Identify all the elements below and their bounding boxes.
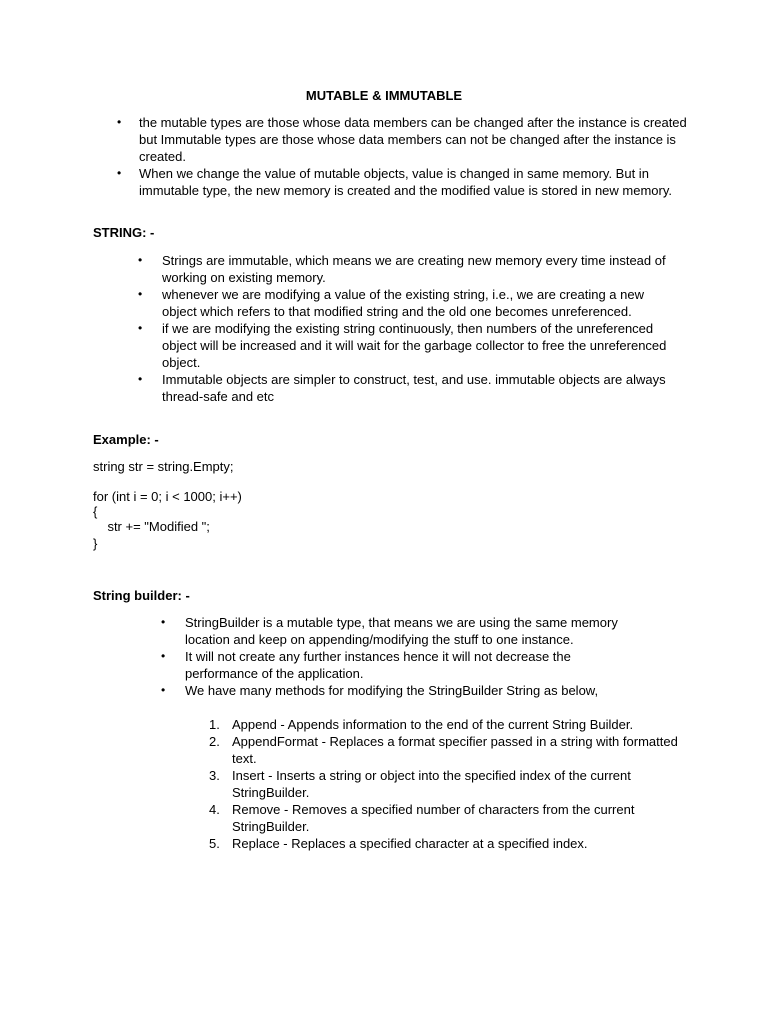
list-item <box>209 716 692 733</box>
list-item <box>209 835 692 852</box>
string-builder-heading: String builder: - <box>93 588 190 603</box>
list-number: 4. <box>209 802 220 817</box>
list-number: 1. <box>209 717 220 732</box>
list-item <box>209 801 692 835</box>
bullet-icon: • <box>117 115 122 129</box>
list-number: 5. <box>209 836 220 851</box>
list-item-text: StringBuilder is a mutable type, that means we are using the same memory location and keep on appending/modifying the stuff to one instance. <box>185 615 618 647</box>
list-item-text: Append - Appends information to the end of the current String Builder. <box>232 717 634 732</box>
bullet-icon: • <box>138 253 143 267</box>
code-line: for (int i = 0; i < 1000; i++) <box>93 489 242 504</box>
list-item-text: Insert - Inserts a string or object into the specified index of the current StringBuilder. <box>232 768 631 800</box>
list-item <box>117 114 699 165</box>
list-item <box>209 733 692 767</box>
list-item-text: It will not create any further instances hence it will not decrease the performance of the application. <box>185 649 571 681</box>
document-title: MUTABLE & IMMUTABLE <box>305 88 463 103</box>
list-item <box>209 767 692 801</box>
list-item-text: We have many methods for modifying the StringBuilder String as below, <box>185 683 599 698</box>
list-item <box>138 286 682 320</box>
string-heading: STRING: - <box>93 225 155 240</box>
list-item-text: Replace - Replaces a specified character at a specified index. <box>232 836 588 851</box>
list-item <box>161 682 645 699</box>
list-item-text: Remove - Removes a specified number of characters from the current StringBuilder. <box>232 802 635 834</box>
list-item-text: AppendFormat - Replaces a format specifier passed in a string with formatted text. <box>232 734 678 766</box>
bullet-icon: • <box>138 321 143 335</box>
code-line: string str = string.Empty; <box>93 459 234 474</box>
list-item-text: whenever we are modifying a value of the existing string, i.e., we are creating a new object which refers to that modified string and the old one becomes unreferenced. <box>162 287 644 319</box>
list-number: 3. <box>209 768 220 783</box>
bullet-icon: • <box>138 372 143 386</box>
list-number: 2. <box>209 734 220 749</box>
list-item <box>138 371 682 405</box>
code-line: { <box>93 504 98 519</box>
list-item-text: the mutable types are those whose data members can be changed after the instance is created but Immutable types are those whose data members can not be changed after the instance is created. <box>139 115 687 164</box>
bullet-icon: • <box>117 166 122 180</box>
list-item-text: Strings are immutable, which means we are creating new memory every time instead of working on existing memory. <box>162 253 666 285</box>
bullet-icon: • <box>161 649 166 663</box>
list-item <box>138 320 682 371</box>
example-heading: Example: - <box>93 432 159 447</box>
string-points-list <box>138 252 682 405</box>
bullet-icon: • <box>138 287 143 301</box>
list-item <box>161 648 645 682</box>
list-item-text: if we are modifying the existing string continuously, then numbers of the unreferenced object will be increased and it will wait for the garbage collector to free the unreferenced object. <box>162 321 667 370</box>
list-item-text: When we change the value of mutable objects, value is changed in same memory. But in immutable type, the new memory is created and the modified value is stored in new memory. <box>139 166 672 198</box>
list-item <box>161 614 645 648</box>
list-item <box>138 252 682 286</box>
code-line: str += "Modified "; <box>93 519 210 534</box>
intro-list <box>117 114 699 199</box>
methods-list <box>209 716 692 852</box>
code-line: } <box>93 536 98 551</box>
bullet-icon: • <box>161 615 166 629</box>
bullet-icon: • <box>161 683 166 697</box>
list-item-text: Immutable objects are simpler to construct, test, and use. immutable objects are always thread-safe and etc <box>162 372 666 404</box>
list-item <box>117 165 699 199</box>
string-builder-points-list <box>161 614 645 699</box>
